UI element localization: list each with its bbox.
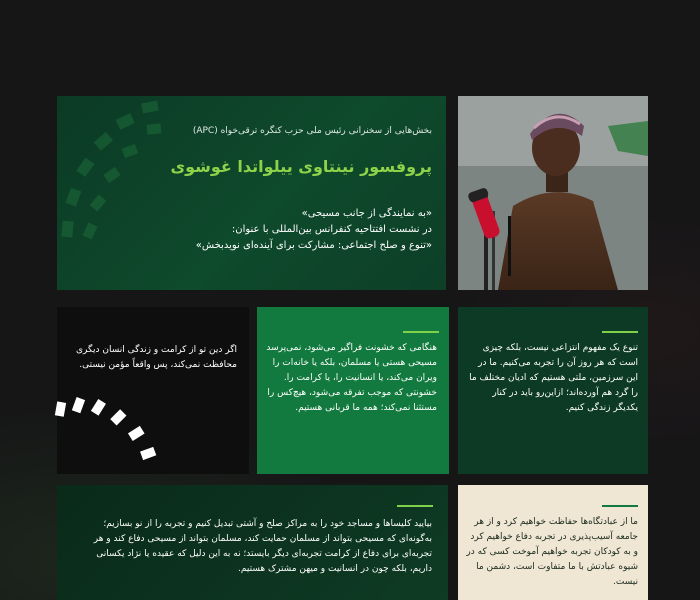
context-line-3: «تنوع و صلح اجتماعی: مشارکت برای آینده‌ای نویدبخش» — [195, 240, 432, 251]
quote-card-4-text: بیایید کلیساها و مساجد خود را به مراکز صلح و آشتی تبدیل کنیم و تجربه را از نو بسازیم؛ به‌گونه‌ای که مسیحی بتواند از مسلمان حمایت کند، مسلمان بتواند از مسیحی دفاع کند و هر تجربه‌ای برای دفاع از کرامت تجربه‌ای دیگر بایستد؛ نه به این دلیل که عقیده یا نژاد یکسانی داریم، بلکه چون در انسانیت و میهن مشترک هستیم. — [93, 519, 432, 574]
quote-card-3 — [458, 307, 648, 474]
quote-card-1-text: اگر دین تو از کرامت و زندگی انسان دیگری محافظت نمی‌کند، پس واقعاً مؤمن نیستی. — [76, 345, 237, 370]
header-panel — [57, 96, 446, 290]
context-line-2: در نشست افتتاحیه کنفرانس بین‌المللی با عنوان: — [231, 224, 432, 235]
speech-subtitle: بخش‌هایی از سخنرانی رئیس ملی حزب کنگره ترقی‌خواه (APC) — [192, 126, 432, 136]
card-4-accent-line — [397, 505, 433, 507]
quote-card-5 — [458, 485, 648, 600]
context-line-1: «به نمایندگی از جانب مسیحی» — [301, 208, 432, 219]
quote-card-2-text: هنگامی که خشونت فراگیر می‌شود، نمی‌پرسد مسیحی هستی یا مسلمان، بلکه یا خانه‌ات را ویران می‌کند، یا انسانیت را، یا کرامت را. خشونتی که موجب تفرقه می‌شود، هیچ‌کس را مستثنا نمی‌کند؛ همه ما قربانی هستیم. — [266, 343, 437, 413]
card-5-accent-line — [602, 505, 638, 507]
speaker-photo — [458, 96, 648, 290]
quote-card-5-text: ما از عبادتگاه‌ها حفاظت خواهیم کرد و از هر جامعه آسیب‌پذیری در تجربه دفاع خواهیم کرد و به کودکان تجربه خواهیم آموخت کسی که در شیوه عبادتش با ما متفاوت است، دشمن ما نیست. — [466, 517, 638, 587]
speaker-illustration — [458, 96, 648, 290]
speaker-name: پروفسور نینتاوی ییلواتدا غوشوی — [170, 157, 432, 176]
speech-context — [72, 206, 432, 254]
card-3-accent-line — [602, 331, 638, 333]
arc-dots-decoration-icon — [52, 396, 172, 476]
card-2-accent-line — [403, 331, 439, 333]
quote-card-3-text: تنوع یک مفهوم انتزاعی نیست، بلکه چیزی است که هر روز آن را تجربه می‌کنیم. ما در این سرزمین، ملتی هستیم که ادیان مختلف ما را گرد هم آورده‌اند؛ ازاین‌رو باید در کنار یکدیگر زندگی کنیم. — [469, 343, 638, 413]
quote-card-2 — [257, 307, 449, 474]
quote-card-4 — [57, 485, 448, 600]
